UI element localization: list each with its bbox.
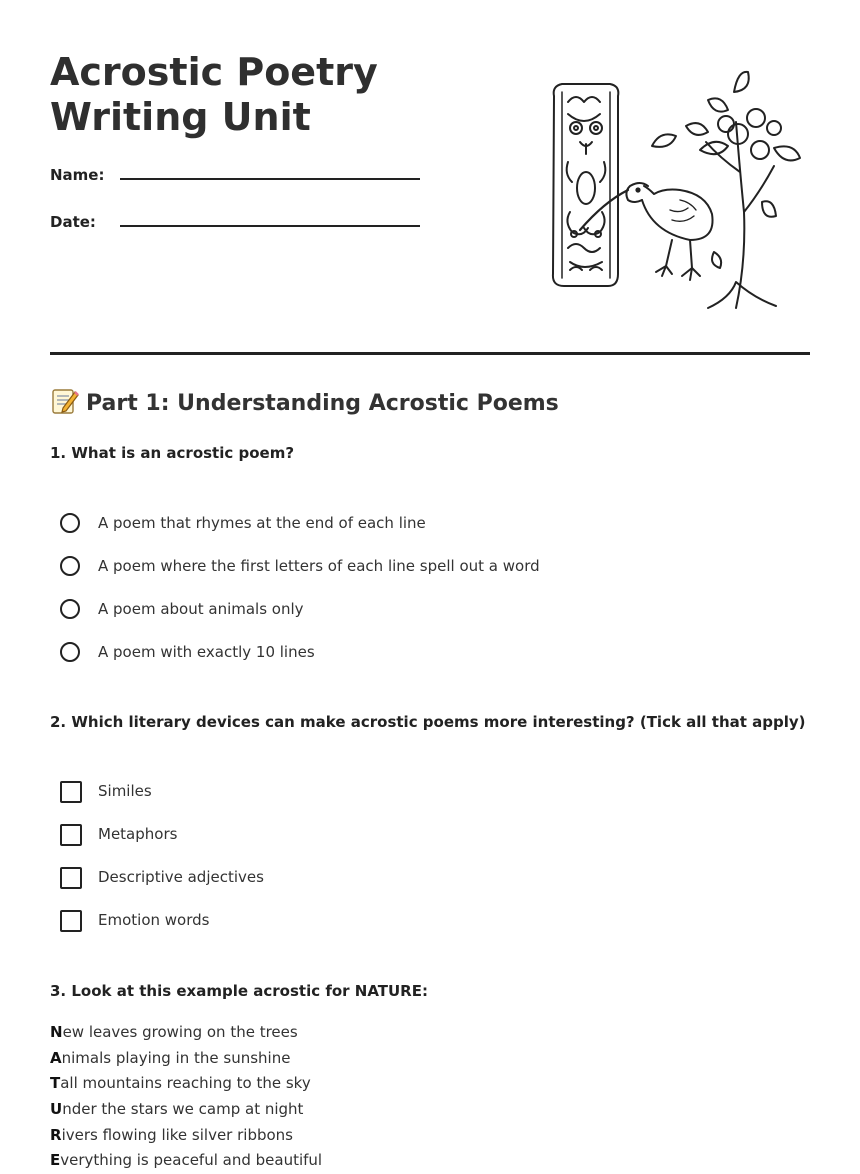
radio-button[interactable] [60, 642, 80, 662]
poem-initial: A [50, 1048, 62, 1067]
date-input-line[interactable] [120, 225, 420, 227]
poem-line-text: nimals playing in the sunshine [61, 1048, 291, 1067]
option-label: Similes [98, 782, 152, 800]
carved-post-icon [553, 84, 618, 286]
radio-button[interactable] [60, 556, 80, 576]
checkbox[interactable] [60, 781, 82, 803]
worksheet-header [50, 0, 810, 355]
option-label: A poem with exactly 10 lines [98, 643, 315, 661]
part1-heading [50, 386, 559, 416]
option-label: Metaphors [98, 825, 178, 843]
example-acrostic-poem [50, 1020, 322, 1174]
poem-initial: T [50, 1074, 61, 1093]
question-1: 1. What is an acrostic poem? [50, 444, 295, 462]
option-label: Emotion words [98, 911, 210, 929]
checkbox[interactable] [60, 824, 82, 846]
poem-initial: U [50, 1100, 63, 1119]
option-label: A poem about animals only [98, 600, 304, 618]
question-2: 2. Which literary devices can make acrostic poems more interesting? (Tick all that apply) [50, 713, 806, 731]
checkbox[interactable] [60, 867, 82, 889]
part1-title: Part 1: Understanding Acrostic Poems [86, 391, 559, 416]
name-input-line[interactable] [120, 178, 420, 180]
poem-line-text: verything is peaceful and beautiful [60, 1151, 323, 1170]
option-label: A poem that rhymes at the end of each line [98, 514, 426, 532]
poem-initial: R [50, 1125, 62, 1144]
checkbox[interactable] [60, 910, 82, 932]
poem-line-text: ew leaves growing on the trees [62, 1023, 298, 1041]
question-3: 3. Look at this example acrostic for NATURE: [50, 982, 428, 1000]
poem-line-text: nder the stars we camp at night [62, 1100, 304, 1119]
name-label: Name: [50, 166, 105, 184]
page-title: Acrostic Poetry Writing Unit [50, 50, 378, 139]
name-field [50, 166, 420, 192]
poem-line-text: all mountains reaching to the sky [60, 1074, 311, 1093]
date-label: Date: [50, 213, 96, 231]
poem-line [50, 1097, 322, 1123]
poem-line [50, 1071, 322, 1097]
kiwi-carving-tree-illustration [540, 62, 810, 317]
poem-line-text: ivers flowing like silver ribbons [61, 1125, 293, 1144]
poem-line [50, 1020, 322, 1046]
poem-initial: E [50, 1151, 61, 1170]
radio-button[interactable] [60, 599, 80, 619]
option-label: A poem where the first letters of each line spell out a word [98, 557, 540, 575]
worksheet-page [50, 0, 810, 1170]
radio-button[interactable] [60, 513, 80, 533]
poem-line [50, 1148, 322, 1174]
date-field [50, 213, 420, 239]
poem-line [50, 1123, 322, 1149]
poem-initial: N [50, 1023, 63, 1041]
poem-line [50, 1046, 322, 1072]
memo-icon [50, 386, 80, 416]
option-label: Descriptive adjectives [98, 868, 264, 886]
